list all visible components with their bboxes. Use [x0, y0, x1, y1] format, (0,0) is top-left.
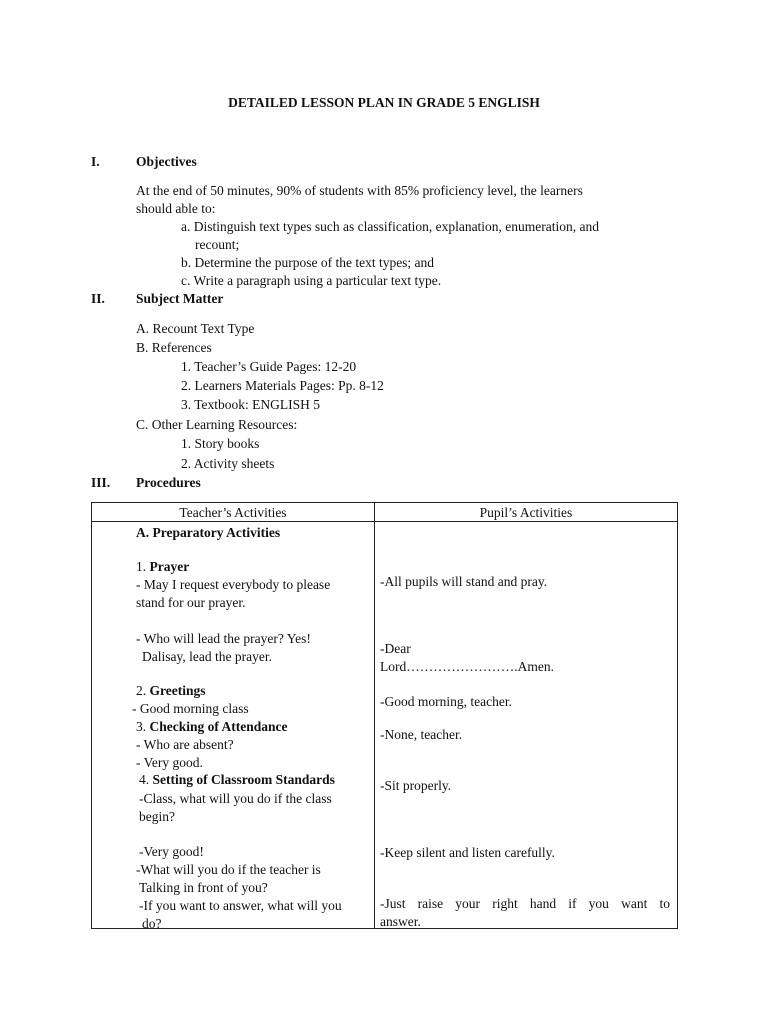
teacher-line: - Who will lead the prayer? Yes! [136, 631, 311, 646]
section-heading-procedures: Procedures [136, 475, 201, 490]
pupil-line: -Dear [380, 641, 411, 656]
objectives-intro-line1: At the end of 50 minutes, 90% of students with 85% proficiency level, the learners [136, 183, 583, 198]
section-numeral-procedures: III. [91, 475, 111, 490]
subject-line: 2. Activity sheets [181, 456, 275, 471]
teacher-line: stand for our prayer. [136, 595, 246, 610]
pupil-line: -All pupils will stand and pray. [380, 574, 548, 589]
teacher-prayer-heading: 1. Prayer [136, 559, 190, 574]
objective-item-b: b. Determine the purpose of the text types; and [181, 255, 435, 270]
teacher-line: -Class, what will you do if the class [139, 791, 332, 806]
teacher-prep-heading: A. Preparatory Activities [136, 525, 281, 540]
subject-line: 2. Learners Materials Pages: Pp. 8-12 [181, 378, 384, 393]
pupil-line: -Keep silent and listen carefully. [380, 845, 555, 860]
subject-line: 3. Textbook: ENGLISH 5 [181, 397, 321, 412]
teacher-attendance-heading: 3. Checking of Attendance [136, 719, 288, 734]
teacher-line: do? [142, 916, 162, 931]
pupil-line: -Sit properly. [380, 778, 452, 793]
teacher-standards-heading: 4. Setting of Classroom Standards [139, 772, 335, 787]
teacher-line: Talking in front of you? [139, 880, 268, 895]
subject-line: A. Recount Text Type [136, 321, 255, 336]
table-header-pupil: Pupil’s Activities [479, 505, 573, 520]
table-header-teacher: Teacher’s Activities [179, 505, 287, 520]
subject-line: B. References [136, 340, 212, 355]
teacher-line: - Who are absent? [136, 737, 234, 752]
pupil-line: answer. [380, 914, 421, 929]
table-column-divider [374, 503, 375, 928]
teacher-line: - Good morning class [132, 701, 249, 716]
document-title: DETAILED LESSON PLAN IN GRADE 5 ENGLISH [228, 95, 540, 110]
teacher-line: - May I request everybody to please [136, 577, 331, 592]
pupil-line: -Good morning, teacher. [380, 694, 512, 709]
section-heading-subject: Subject Matter [136, 291, 224, 306]
section-heading-objectives: Objectives [136, 154, 197, 169]
teacher-greetings-heading: 2. Greetings [136, 683, 206, 698]
pupil-line: -None, teacher. [380, 727, 463, 742]
teacher-line: begin? [139, 809, 175, 824]
teacher-line: -Very good! [139, 844, 204, 859]
procedures-table [91, 502, 678, 929]
pupil-line: Lord…………………….Amen. [380, 659, 554, 674]
section-numeral-subject: II. [91, 291, 105, 306]
subject-line: 1. Story books [181, 436, 260, 451]
pupil-line: -Just raise your right hand if you want to [380, 896, 670, 911]
objective-item-a: a. Distinguish text types such as classification, explanation, enumeration, and [181, 219, 600, 234]
teacher-line: -What will you do if the teacher is [136, 862, 321, 877]
section-numeral-objectives: I. [91, 154, 100, 169]
subject-line: C. Other Learning Resources: [136, 417, 298, 432]
objectives-intro-line2: should able to: [136, 201, 216, 216]
objective-item-a-cont: recount; [195, 237, 240, 252]
teacher-line: - Very good. [136, 755, 203, 770]
teacher-line: Dalisay, lead the prayer. [142, 649, 272, 664]
subject-line: 1. Teacher’s Guide Pages: 12-20 [181, 359, 357, 374]
teacher-line: -If you want to answer, what will you [139, 898, 342, 913]
objective-item-c: c. Write a paragraph using a particular text type. [181, 273, 442, 288]
